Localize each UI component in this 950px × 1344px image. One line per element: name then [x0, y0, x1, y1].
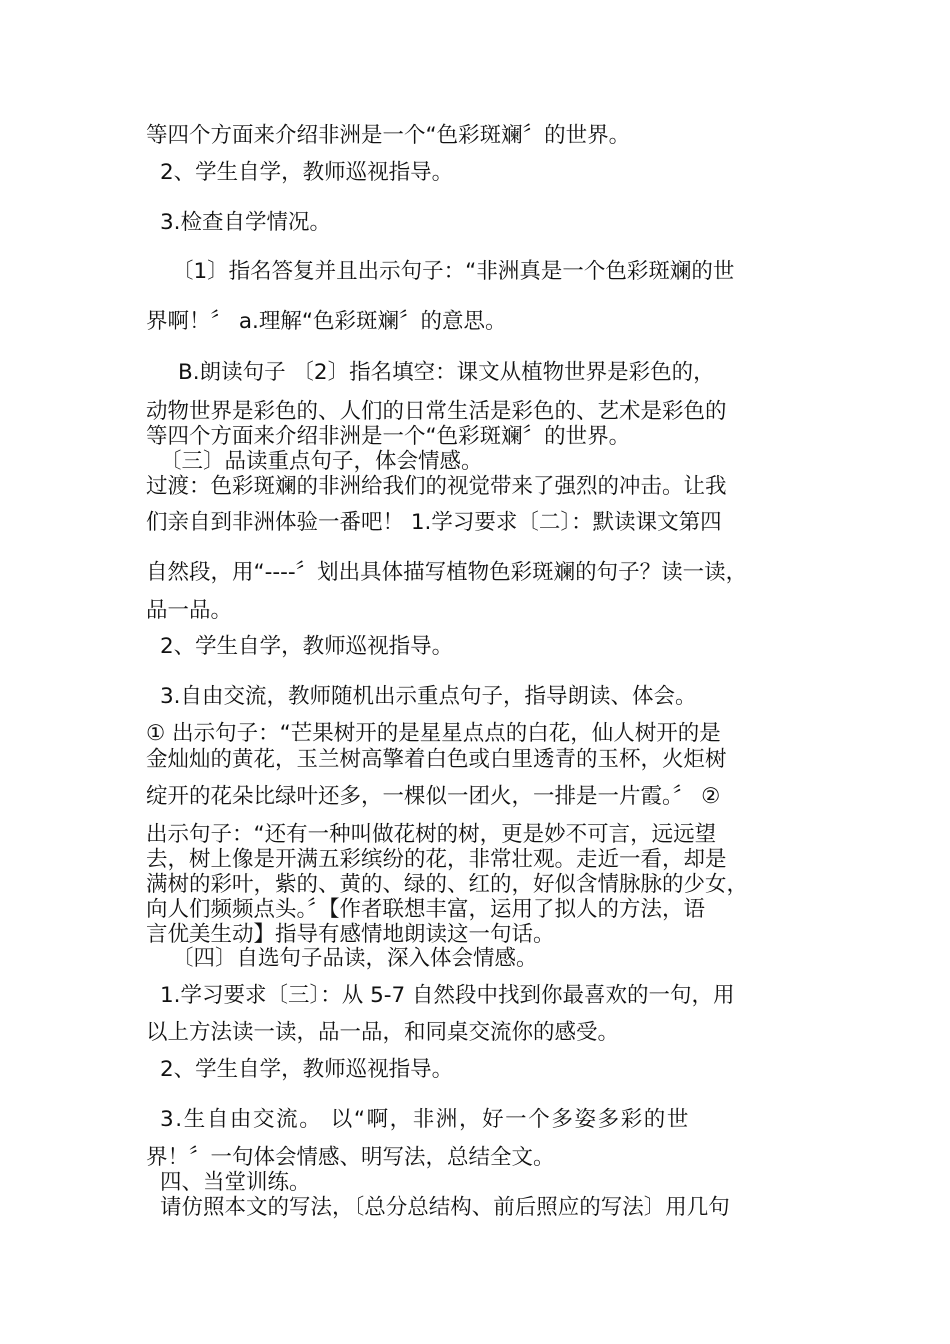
- text-line: 3.自由交流，教师随机出示重点句子，指导朗读、体会。: [160, 684, 697, 709]
- text-line: 2、学生自学，教师巡视指导。: [160, 160, 454, 185]
- text-line: 2、学生自学，教师巡视指导。: [160, 634, 454, 659]
- text-line: 3.检查自学情况。: [160, 210, 332, 235]
- text-line: 们亲自到非洲体验一番吧！ 1.学习要求〔二〕：默读课文第四: [146, 510, 722, 535]
- text-line: 〔1〕指名答复并且出示句子：“非洲真是一个色彩斑斓的世: [172, 259, 735, 284]
- text-line: ① 出示句子：“芒果树开的是星星点点的白花，仙人树开的是: [146, 721, 721, 746]
- text-line: 等四个方面来介绍非洲是一个“色彩斑斓〞的世界。: [146, 123, 631, 148]
- text-line: 绽开的花朵比绿叶还多，一棵似一团火，一排是一片霞。〞 ②: [146, 784, 721, 809]
- text-line: 言优美生动】指导有感情地朗读这一句话。: [146, 922, 555, 947]
- text-line: 〔四〕自选句子品读，深入体会情感。: [172, 946, 538, 971]
- text-line: 满树的彩叶，紫的、黄的、绿的、红的，好似含情脉脉的少女，: [146, 872, 749, 897]
- text-line: 四、当堂训练。: [160, 1170, 311, 1195]
- text-line: 等四个方面来介绍非洲是一个“色彩斑斓〞的世界。: [146, 424, 631, 449]
- text-line: 金灿灿的黄花，玉兰树高擎着白色或白里透青的玉杯，火炬树: [146, 747, 727, 772]
- text-line: 界啊！〞 a.理解“色彩斑斓〞的意思。: [146, 309, 507, 334]
- text-line: 3.生自由交流。 以“啊，非洲，好一个多姿多彩的世: [160, 1107, 690, 1132]
- text-line: 品一品。: [146, 598, 233, 623]
- text-line: 去，树上像是开满五彩缤纷的花，非常壮观。走近一看，却是: [146, 847, 727, 872]
- text-line: 向人们频频点头。〞【作者联想丰富，运用了拟人的方法，语: [146, 897, 706, 922]
- text-line: 界！〞一句体会情感、明写法，总结全文。: [146, 1145, 555, 1170]
- text-line: 过渡：色彩斑斓的非洲给我们的视觉带来了强烈的冲击。让我: [146, 474, 727, 499]
- text-line: 自然段，用“----〞划出具体描写植物色彩斑斓的句子？读一读，: [146, 560, 748, 585]
- text-line: 以上方法读一读，品一品，和同桌交流你的感受。: [146, 1020, 620, 1045]
- text-line: 2、学生自学，教师巡视指导。: [160, 1057, 454, 1082]
- text-line: 〔三〕品读重点句子，体会情感。: [160, 449, 483, 474]
- text-line: 请仿照本文的写法，〔总分总结构、前后照应的写法〕用几句: [160, 1195, 730, 1220]
- text-line: B.朗读句子 〔2〕指名填空：课文从植物世界是彩色的，: [178, 360, 715, 385]
- text-line: 1.学习要求〔三〕：从 5-7 自然段中找到你最喜欢的一句，用: [160, 983, 735, 1008]
- text-line: 动物世界是彩色的、人们的日常生活是彩色的、艺术是彩色的: [146, 399, 727, 424]
- text-line: 出示句子：“还有一种叫做花树的树，更是妙不可言，远远望: [146, 822, 717, 847]
